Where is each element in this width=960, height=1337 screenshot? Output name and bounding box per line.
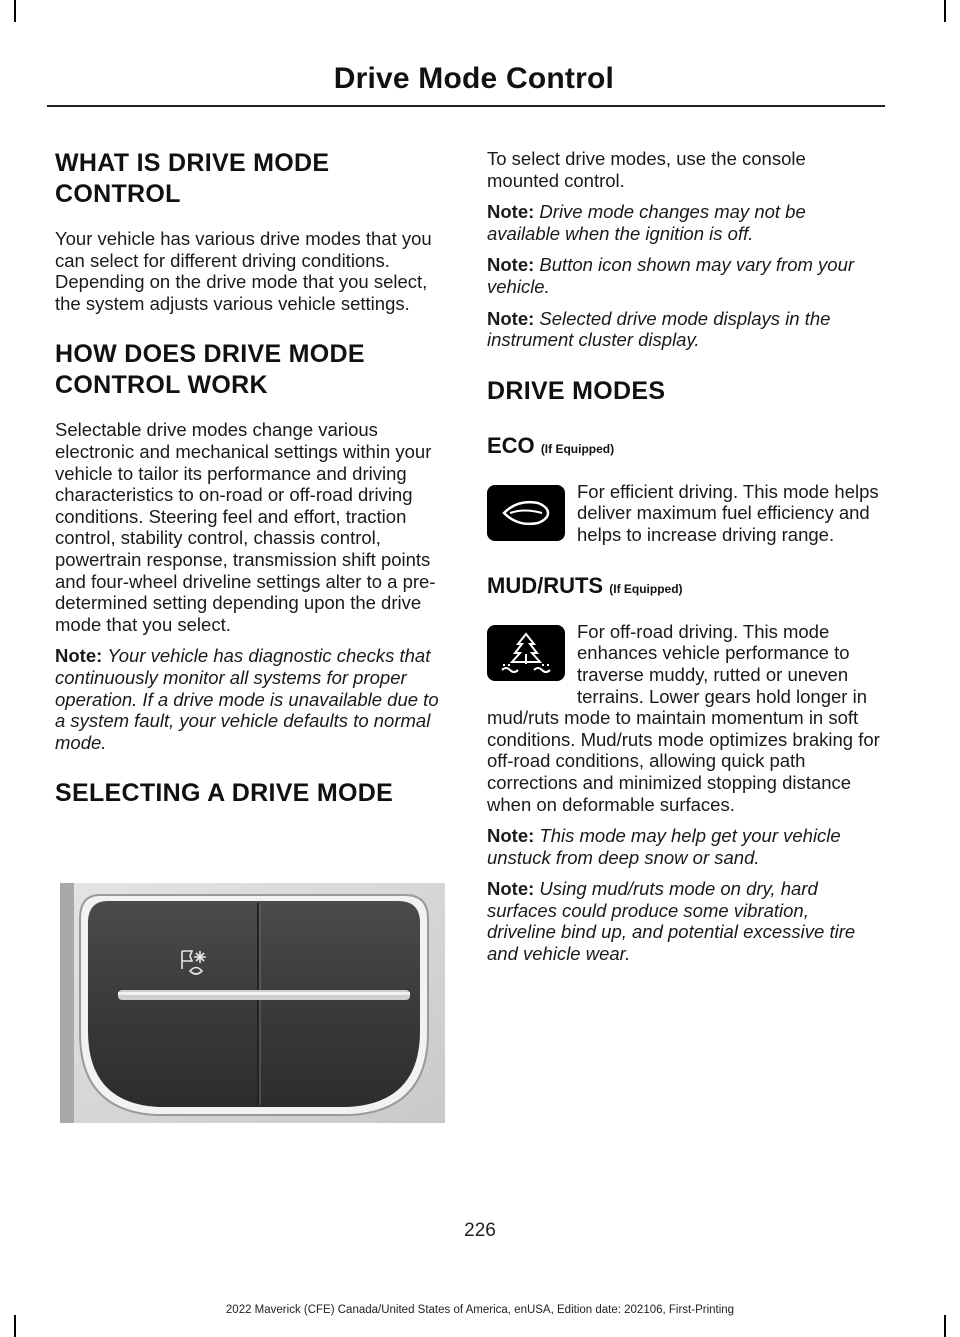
- right-column: [487, 148, 882, 965]
- heading-eco: ECO (If Equipped): [487, 432, 615, 458]
- paragraph-select-modes: To select drive modes, use the console mounted control.: [487, 148, 806, 191]
- page-number: 226: [464, 1220, 496, 1241]
- paragraph-how-does: Selectable drive modes change various electronic and mechanical settings within your vehicle to tailor its performance and driving characteristics to on-road or off-road driving conditions. Steering feel and effort, traction control, stability control, chassis control, powertrain response, transmission shift points and four-wheel driveline settings alter to a pre-determined setting depending upon the drive mode that you select.: [55, 419, 436, 635]
- heading-selecting: SELECTING A DRIVE MODE: [55, 779, 394, 808]
- mud-ruts-description: For off-road driving. This mode enhances vehicle performance to traverse muddy, rutted or uneven terrains. Lower gears hold longer in mud/ruts mode to maintain momentum in soft conditions. Mud/ruts mode optimizes braking for off-road conditions, allowing quick path corrections and minimized stopping distance when on deformable surfaces.: [487, 620, 880, 815]
- header-rule: [47, 105, 885, 107]
- note-dry-surfaces: Note: Using mud/ruts mode on dry, hard surfaces could produce some vibration, driveline bind up, and potential excessive tire and vehicle wear.: [487, 878, 856, 965]
- mud-ruts-block: [487, 621, 882, 815]
- eco-description: For efficient driving. This mode helps deliver maximum fuel efficiency and helps to increase driving range.: [577, 480, 879, 545]
- heading-mud-ruts: MUD/RUTS (If Equipped): [487, 572, 683, 598]
- eco-block: [487, 481, 882, 547]
- eco-leaf-icon: [487, 485, 565, 541]
- heading-how-does: HOW DOES DRIVE MODE CONTROL WORK: [55, 340, 365, 400]
- note-diagnostic: Note: Your vehicle has diagnostic checks that continuously monitor all systems for proper operation. If a drive mode is unavailable due to a system fault, your vehicle defaults to normal mode.: [55, 645, 439, 753]
- left-column: [55, 148, 450, 809]
- page-header-title: Drive Mode Control: [333, 62, 614, 95]
- note-snow-sand: Note: This mode may help get your vehicle unstuck from deep snow or sand.: [487, 825, 841, 868]
- heading-drive-modes: DRIVE MODES: [487, 376, 666, 405]
- note-ignition: Note: Drive mode changes may not be available when the ignition is off.: [487, 201, 806, 244]
- crop-mark: [944, 0, 946, 22]
- note-button-icon: Note: Button icon shown may vary from your vehicle.: [487, 254, 855, 297]
- footer-edition: 2022 Maverick (CFE) Canada/United States of America, enUSA, Edition date: 202106, First-Printing: [225, 1304, 735, 1316]
- crop-mark: [14, 1315, 16, 1337]
- console-control-illustration: [60, 883, 445, 1123]
- console-control-figure: [60, 883, 445, 1123]
- note-cluster-display: Note: Selected drive mode displays in the instrument cluster display.: [487, 307, 831, 351]
- heading-what-is: WHAT IS DRIVE MODE CONTROL: [55, 149, 330, 208]
- crop-mark: [14, 0, 16, 22]
- crop-mark: [944, 1315, 946, 1337]
- mud-ruts-tree-icon: [487, 625, 565, 681]
- paragraph-what-is: Your vehicle has various drive modes that you can select for different driving conditions. Depending on the drive mode that you select, the system adjusts various vehicle settings.: [55, 228, 432, 314]
